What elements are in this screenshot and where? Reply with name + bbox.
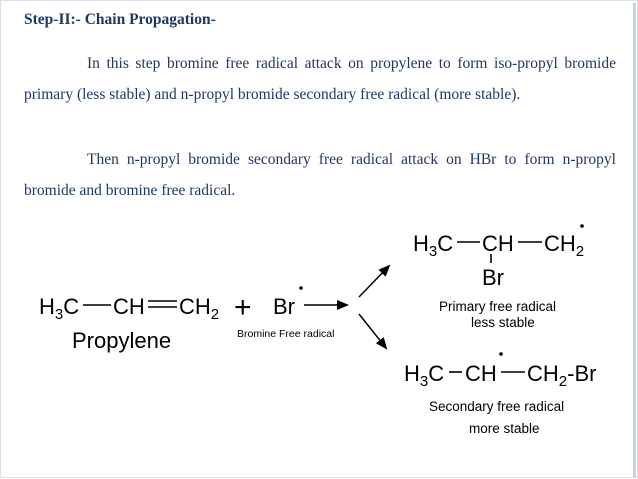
svg-text:CH: CH: [465, 361, 497, 386]
svg-text:CH2-Br: $CH_2-Br$: [527, 361, 597, 390]
radical-dot: [299, 286, 303, 290]
paragraph-1: In this step bromine free radical attack on propylene to form iso-propyl bromide primary (less stable) and n-propyl bromide secondary free radical (more stable).: [24, 55, 616, 103]
svg-text:H3C: $H_3C$: [404, 361, 445, 390]
section-heading: Step-II:- Chain Propagation-: [24, 11, 216, 28]
svg-text:CH: CH: [482, 231, 514, 256]
primary-radical-label: Primary free radical: [439, 299, 557, 314]
secondary-radical-label: Secondary free radical: [429, 399, 565, 414]
plus-sign: +: [234, 291, 252, 324]
bromine-radical-label: Bromine Free radical: [237, 328, 335, 340]
svg-text:CH: CH: [113, 294, 145, 319]
radical-dot: [580, 224, 584, 228]
propylene-label: Propylene: [72, 328, 172, 353]
svg-text:H3C: $H_3C$: [39, 294, 80, 323]
svg-text:CH2: $CH_2$: [179, 294, 220, 323]
paragraph-2: Then n-propyl bromide secondary free radical attack on HBr to form n-propyl bromide and bromine free radical.: [24, 151, 616, 199]
secondary-radical-formula: [404, 352, 596, 390]
propylene-formula: [39, 294, 219, 323]
bromine-radical-formula: Br: [273, 294, 295, 319]
primary-radical-formula: [413, 224, 584, 290]
radical-dot: [499, 352, 503, 356]
primary-radical-stability: less stable: [471, 315, 535, 330]
arrow-to-primary: [359, 266, 389, 297]
svg-text:CH2: $CH_2$: [544, 231, 585, 260]
arrow-to-secondary: [359, 314, 386, 348]
svg-text:H3C: $H_3C$: [413, 231, 454, 260]
secondary-radical-stability: more stable: [469, 421, 540, 436]
svg-text:Br: Br: [482, 265, 504, 290]
reaction-scheme: [1, 1, 638, 479]
